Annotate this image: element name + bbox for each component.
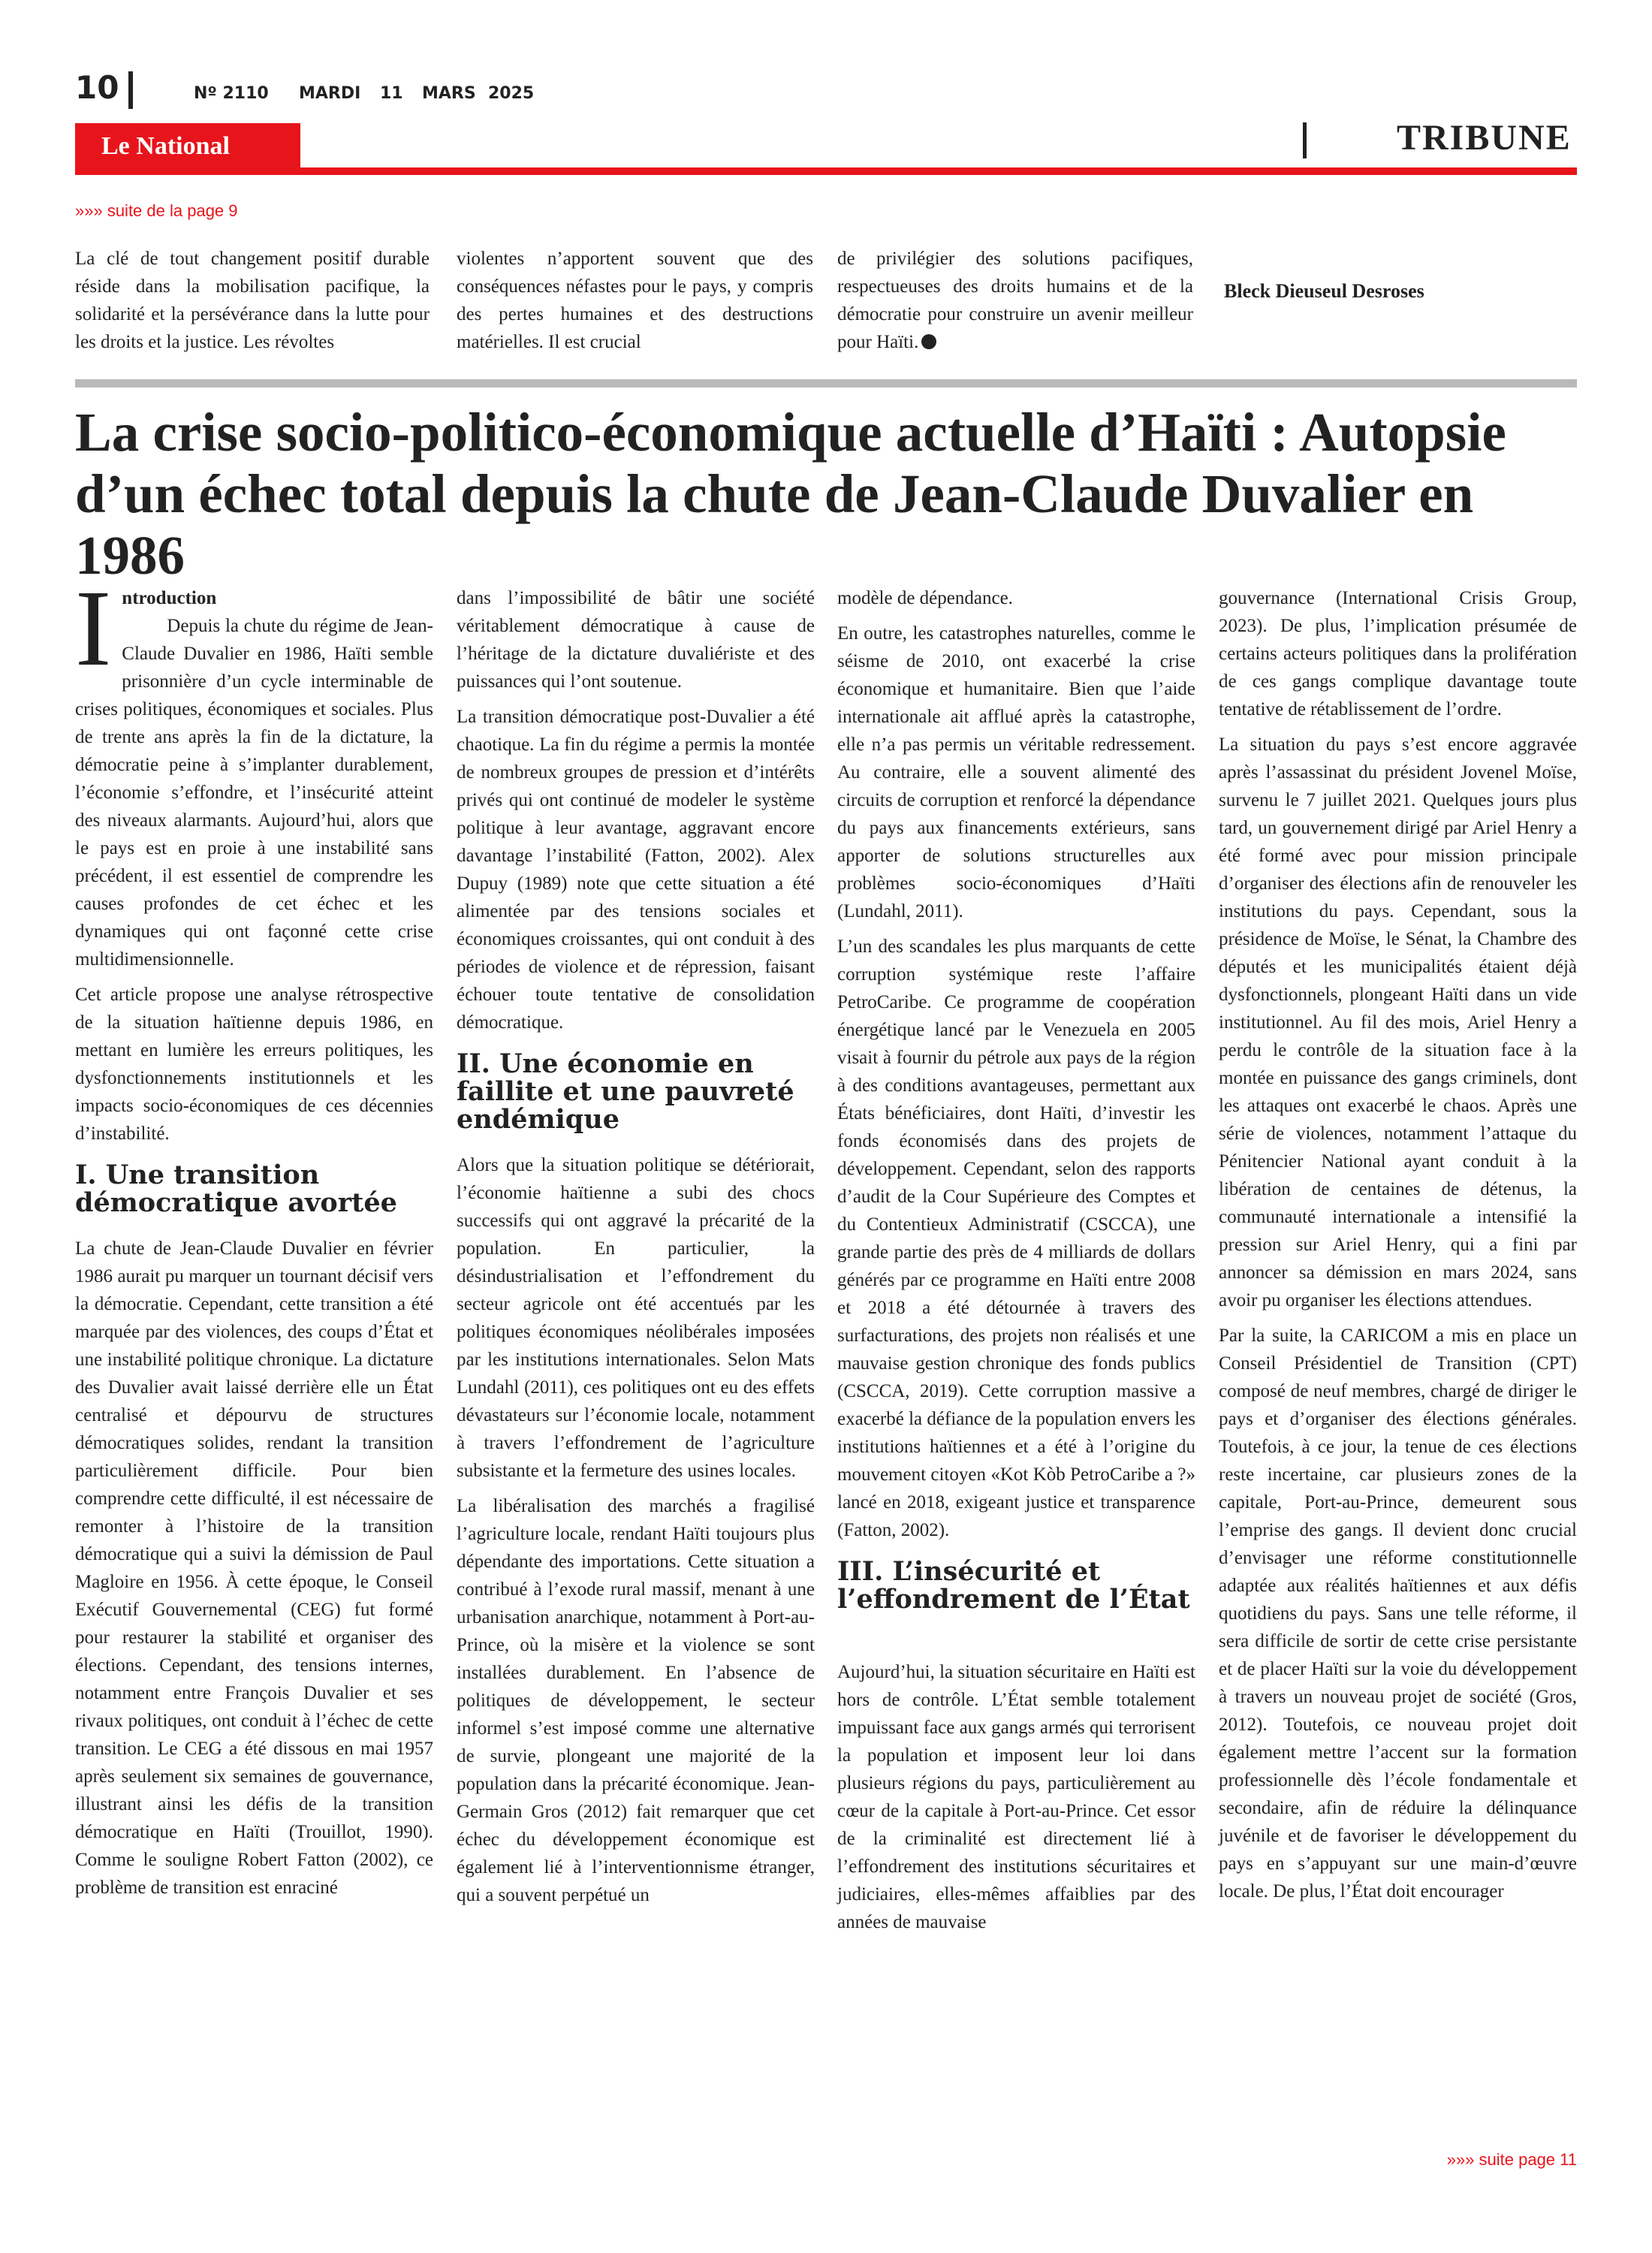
paragraph: Par la suite, la CARICOM a mis en place un Conseil Présidentiel de Transition (CPT) composé de neuf membres, chargé de diriger le pays et d’organiser des élections générales. Toutefois, à ce jour, la tenue de ces élections reste incertaine, car plusieurs zones de la capitale, Port-au-Prince, demeurent sous l’emprise des gangs. Il devient donc crucial d’envisager une réforme constitutionnelle adaptée aux réalités haïtiennes et aux défis quotidiens du pays. Sans une telle réforme, il sera difficile de sortir de cette crise persistante et de placer Haïti sur la voie du développement à travers un nouveau projet de société (Gros, 2012). Toutefois, ce nouveau projet doit également mettre l’accent sur la formation professionnelle dès l’école fondamentale et secondaire, afin de réduire la délinquance juvénile et de favoriser le développement du pays en s’appuyant sur une main-d’œuvre locale. De plus, l’État doit encourager bbox=[1219, 1326, 1577, 1902]
prev-article-col3: de privilégier des solutions pacifiques, respectueuses des droits humains et de la démocratie pour construire un avenir meilleur pour Haïti. bbox=[837, 249, 1193, 352]
article-headline: La crise socio-politico-économique actuelle d’Haïti : Autopsie d’un échec total depuis la chute de Jean-Claude Duvalier en 1986 bbox=[75, 402, 1506, 586]
author-signature: Bleck Dieuseul Desroses bbox=[1224, 280, 1424, 302]
paragraph: En outre, les catastrophes naturelles, comme le séisme de 2010, ont exacerbé la crise économique et humanitaire. Bien que l’aide internationale ait afflué après la catastrophe, elle n’a pas permis un véritable redressement. Au contraire, elle a souvent alimenté des circuits de corruption et renforcé la dépendance du pays aux financements extérieurs, sans apporter de solutions structurelles aux problèmes socio-économiques d’Haïti (Lundahl, 2011). bbox=[837, 623, 1195, 921]
article-col4 bbox=[1219, 584, 1577, 1913]
header-divider bbox=[128, 71, 133, 109]
continued-on: »»» suite page 11 bbox=[1446, 2150, 1577, 2169]
paragraph: dans l’impossibilité de bâtir une société véritablement démocratique à cause de l’héritage de la dictature duvaliériste et des puissances qui l’ont soutenue. bbox=[457, 588, 815, 692]
continued-from: »»» suite de la page 9 bbox=[75, 201, 238, 220]
paragraph: La situation du pays s’est encore aggravée après l’assassinat du président Jovenel Moïse, survenu le 7 juillet 2021. Quelques jours plus tard, un gouvernement dirigé par Ariel Henry a été formé avec pour mission principale d’organiser des élections afin de renouveler les institutions du pays. Cependant, sous la présidence de Moïse, le Sénat, la Chambre des députés et les municipalités étaient déjà dysfonctionnels, plongeant Haïti dans un vide institutionnel. Au fil des mois, Ariel Henry a perdu le contrôle de la situation face à la montée en puissance des gangs criminels, dont les attaques ont exacerbé le chaos. Après une série de violences, notamment l’attaque du Pénitencier National ayant conduit à la libération de centaines de détenus, la communauté internationale a intensifié la pression sur Ariel Henry, qui a fini par annoncer sa démission en mars 2024, sans avoir pu organiser les élections attendues. bbox=[1219, 734, 1577, 1310]
issue-date: 11 bbox=[380, 84, 403, 103]
prev-article-col1: La clé de tout changement positif durable réside dans la mobilisation pacifique, la solidarité et la persévérance dans la lutte pour les droits et la justice. Les révoltes bbox=[75, 249, 430, 352]
article-separator bbox=[75, 379, 1577, 388]
section-divider bbox=[1303, 122, 1307, 158]
paragraph: L’un des scandales les plus marquants de cette corruption systémique reste l’affaire PetroCaribe. Ce programme de coopération énergétique lancé par le Venezuela en 2005 visait à fournir du pétrole aux pays de la région à des conditions avantageuses, permettant aux États bénéficiaires, dont Haïti, d’investir les fonds économisés dans des projets de développement. Cependant, selon des rapports d’audit de la Cour Supérieure des Comptes et du Contentieux Administratif (CSCCA), une grande partie des près de 4 milliards de dollars générés par ce programme en Haïti entre 2008 et 2018 a été détournée à travers des surfacturations, des projets non réalisés et une mauvaise gestion chronique des fonds publics (CSCCA, 2019). Cette corruption massive a exacerbé la défiance de la population envers les institutions haïtiennes et a été à l’origine du mouvement citoyen «Kot Kòb PetroCaribe a ?» lancé en 2018, exigeant justice et transparence (Fatton, 2002). bbox=[837, 936, 1195, 1540]
section-title: TRIBUNE bbox=[1397, 118, 1572, 158]
article-col3 bbox=[837, 584, 1195, 1944]
paragraph: Alors que la situation politique se détériorait, l’économie haïtienne a subi des chocs successifs qui ont aggravé la précarité de la population. En particulier, la désindustrialisation et l’effondrement du secteur agricole ont été accentués par les politiques économiques néolibérales imposées par les institutions internationales. Selon Mats Lundahl (2011), ces politiques ont eu des effets dévastateurs sur l’économie locale, notamment à travers l’effondrement de l’agriculture subsistante et la fermeture des usines locales. bbox=[457, 1155, 815, 1481]
article-col1 bbox=[75, 569, 433, 1909]
paragraph: gouvernance (International Crisis Group, 2023). De plus, l’implication présumée de certains acteurs politiques dans la prolifération de ces gangs complique davantage toute tentative de rétablissement de l’ordre. bbox=[1219, 588, 1577, 719]
intro-heading: ntroduction bbox=[122, 588, 217, 608]
paragraph: La libéralisation des marchés a fragilisé l’agriculture locale, rendant Haïti toujours plus dépendante des importations. Cette situation a contribué à l’exode rural massif, menant à une urbanisation anarchique, notamment à Port-au-Prince, où la misère et la violence se sont installées durablement. En l’absence de politiques de développement, le secteur informel s’est imposé comme une alternative de survie, plongeant une majorité de la population dans la précarité économique. Jean-Germain Gros (2012) fait remarquer que cet échec du développement économique est également lié à l’interventionnisme étranger, qui a souvent perpétué un bbox=[457, 1496, 815, 1905]
paragraph: Cet article propose une analyse rétrospective de la situation haïtienne depuis 1986, en mettant en lumière les erreurs politiques, les dysfonctionnements institutionnels et les impacts socio-économiques de ces décennies d’instabilité. bbox=[75, 985, 433, 1144]
issue-year: 2025 bbox=[488, 84, 535, 103]
page-number: 10 bbox=[75, 69, 119, 106]
paragraph: La chute de Jean-Claude Duvalier en février 1986 aurait pu marquer un tournant décisif vers la démocratie. Cependant, cette transition a été marquée par des violences, des coups d’État et une instabilité politique chronique. La dictature des Duvalier avait laissé derrière elle un État centralisé et dépourvu de structures démocratiques solides, rendant la transition particulièrement difficile. Pour bien comprendre cette difficulté, il est nécessaire de remonter à l’histoire de la transition démocratique qui a suivi la démission de Paul Magloire en 1956. À cette époque, le Conseil Exécutif Gouvernemental (CEG) fut formé pour restaurer la stabilité et organiser des élections. Cependant, des tensions internes, notamment entre François Duvalier et ses rivaux politiques, ont conduit à l’échec de cette transition. Le CEG a été dissous en mai 1957 après seulement six semaines de gouvernance, illustrant ainsi les défis de la transition démocratique en Haïti (Trouillot, 1990). Comme le souligne Robert Fatton (2002), ce problème de transition est enraciné bbox=[75, 1238, 433, 1898]
brand-logo: Le National bbox=[101, 132, 230, 160]
drop-cap: I bbox=[75, 569, 112, 689]
section-heading: II. Une économie en faillite et une pauvreté endémique bbox=[457, 1048, 794, 1135]
paragraph: Aujourd’hui, la situation sécuritaire en Haïti est hors de contrôle. L’État semble totalement impuissant face aux gangs armés qui terrorisent la population et imposent leur loi dans plusieurs régions du pays, particulièrement au cœur de la capitale à Port-au-Prince. Cet essor de la criminalité est directement lié à l’effondrement des institutions sécuritaires et judiciaires, elles-mêmes affaiblies par des années de mauvaise bbox=[837, 1662, 1195, 1932]
section-heading: III. L’insécurité et l’effondrement de l’État bbox=[837, 1556, 1190, 1615]
end-mark-icon bbox=[921, 334, 936, 349]
paragraph: Depuis la chute du régime de Jean-Claude Duvalier en 1986, Haïti semble prisonnière d’un cycle interminable de crises politiques, économiques et sociales. Plus de trente ans après la fin de la dictature, la démocratie peine à s’implanter durablement, l’économie s’effondre, et l’insécurité atteint des niveaux alarmants. Aujourd’hui, alors que le pays est en proie à une instabilité sans précédent, il est essentiel de comprendre les causes profondes de cet échec et les dynamiques qui ont façonné cette crise multidimensionnelle. bbox=[75, 616, 433, 970]
section-heading: I. Une transition démocratique avortée bbox=[75, 1160, 397, 1218]
issue-number: Nº 2110 bbox=[194, 84, 269, 103]
article-col2 bbox=[457, 584, 815, 1917]
prev-article-col2: violentes n’apportent souvent que des conséquences néfastes pour le pays, y compris des pertes humaines et des destructions matérielles. Il est crucial bbox=[457, 249, 813, 352]
issue-month: MARS bbox=[422, 84, 476, 103]
paragraph: modèle de dépendance. bbox=[837, 588, 1013, 608]
issue-day: MARDI bbox=[299, 84, 361, 103]
header-red-rule bbox=[75, 167, 1577, 175]
paragraph: La transition démocratique post-Duvalier a été chaotique. La fin du régime a permis la montée de nombreux groupes de pression et d’intérêts privés qui ont continué de modeler le système politique à leur avantage, aggravant encore davantage l’instabilité (Fatton, 2002). Alex Dupuy (1989) note que cette situation a été alimentée par des tensions sociales et économiques croissantes, qui ont conduit à des périodes de violence et de répression, faisant échouer toute tentative de consolidation démocratique. bbox=[457, 707, 815, 1033]
